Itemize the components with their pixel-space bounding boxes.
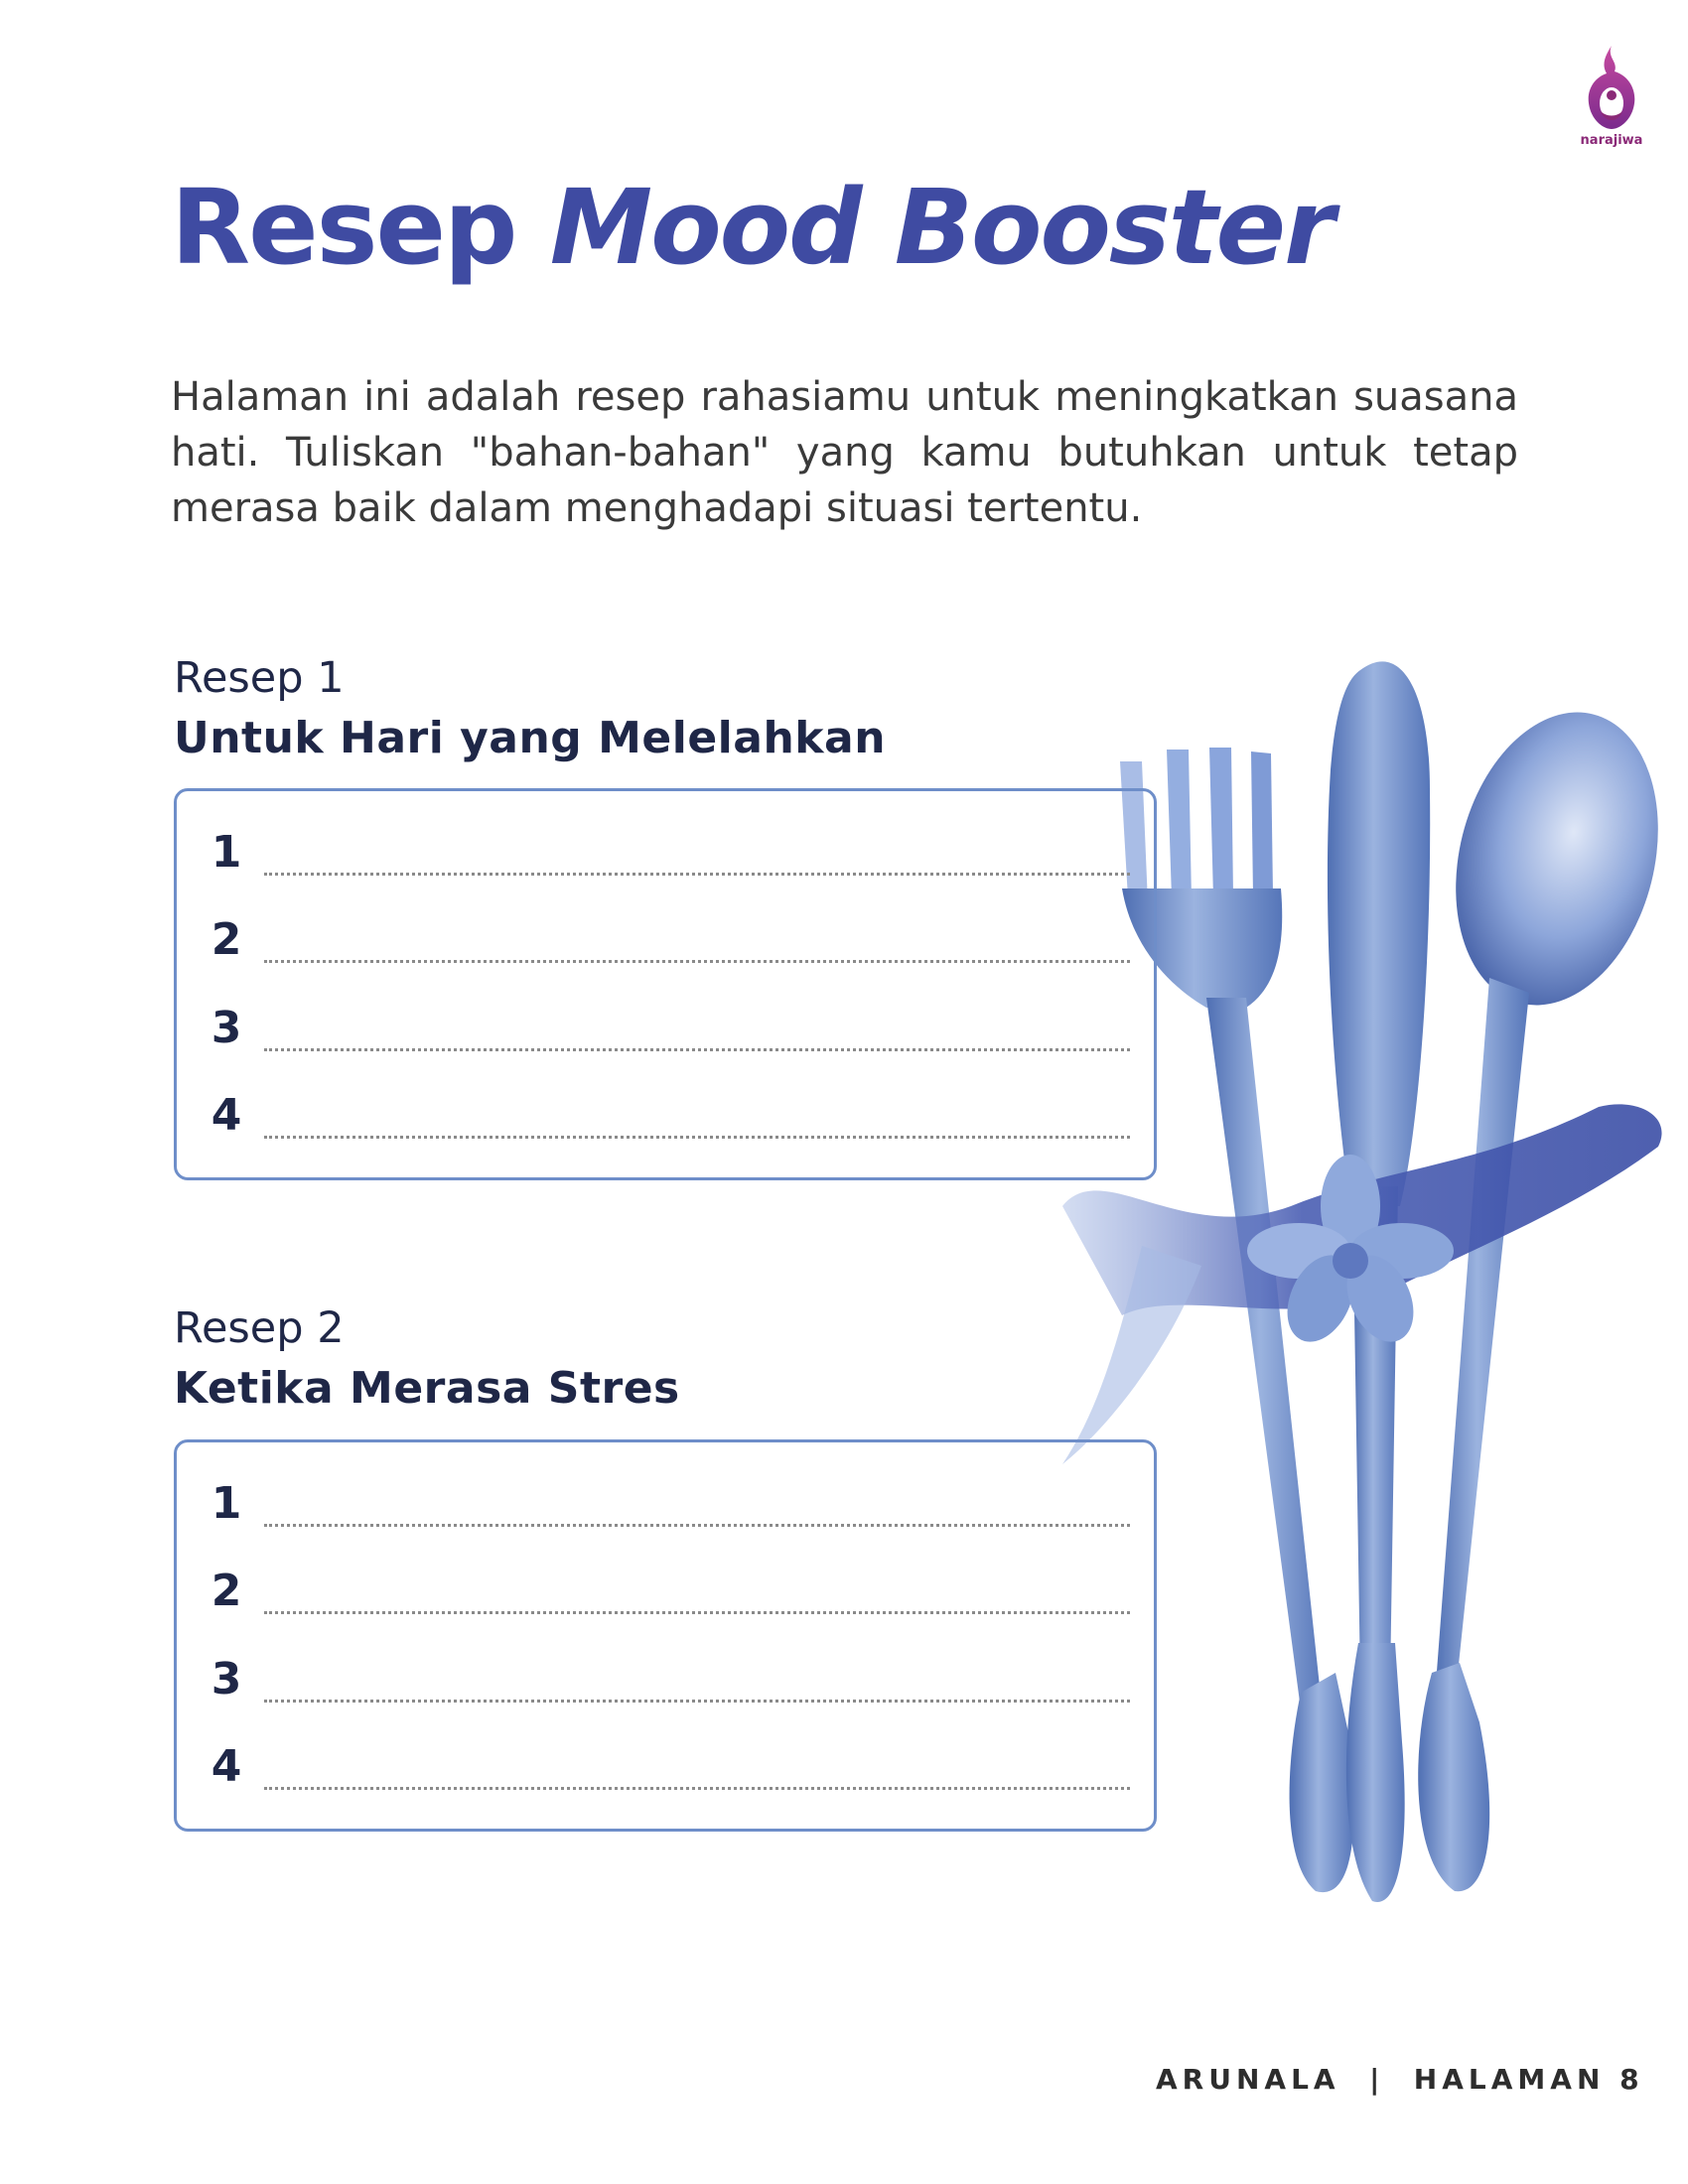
line-number: 2 [211, 1566, 242, 1616]
page-title [171, 167, 1333, 288]
recipe-1-box [174, 788, 1157, 1180]
title-main: Resep [171, 167, 516, 288]
brand-name: narajiwa [1580, 133, 1643, 148]
brand-logo [1577, 42, 1646, 151]
recipe-1-line[interactable] [207, 825, 1130, 885]
dotted-line[interactable] [264, 1524, 1130, 1527]
dotted-line[interactable] [264, 1787, 1130, 1790]
spoon-icon [1418, 691, 1673, 1891]
dotted-line[interactable] [264, 960, 1130, 963]
line-number: 3 [211, 1003, 242, 1053]
recipe-2-line[interactable] [207, 1564, 1130, 1623]
title-italic: Mood Booster [549, 167, 1334, 288]
flame-logo-icon [1577, 42, 1646, 133]
line-number: 1 [211, 1478, 242, 1529]
recipe-2-box [174, 1439, 1157, 1832]
recipe-1-title: Untuk Hari yang Melelahkan [174, 713, 887, 763]
recipe-1-line[interactable] [207, 1088, 1130, 1148]
dotted-line[interactable] [264, 1611, 1130, 1614]
line-number: 2 [211, 914, 242, 965]
recipe-1-line[interactable] [207, 912, 1130, 972]
line-number: 4 [211, 1090, 242, 1141]
recipe-2-label: Resep 2 [174, 1303, 345, 1353]
recipe-1-label: Resep 1 [174, 653, 345, 703]
dotted-line[interactable] [264, 1136, 1130, 1139]
intro-paragraph: Halaman ini adalah resep rahasiamu untuk meningkatkan suasana hati. Tuliskan "bahan-bahan" yang kamu butuhkan untuk tetap merasa baik dalam menghadapi situasi tertentu. [171, 374, 1518, 531]
recipe-2-line[interactable] [207, 1476, 1130, 1536]
dotted-line[interactable] [264, 1048, 1130, 1051]
recipe-2-line[interactable] [207, 1652, 1130, 1711]
recipe-2-title: Ketika Merasa Stres [174, 1363, 680, 1414]
dotted-line[interactable] [264, 1700, 1130, 1703]
line-number: 3 [211, 1654, 242, 1705]
line-number: 4 [211, 1741, 242, 1792]
recipe-2-line[interactable] [207, 1739, 1130, 1799]
page-footer: ARUNALA | HALAMAN 8 [1156, 2063, 1644, 2096]
recipe-1-line[interactable] [207, 1001, 1130, 1060]
dotted-line[interactable] [264, 873, 1130, 876]
line-number: 1 [211, 827, 242, 878]
